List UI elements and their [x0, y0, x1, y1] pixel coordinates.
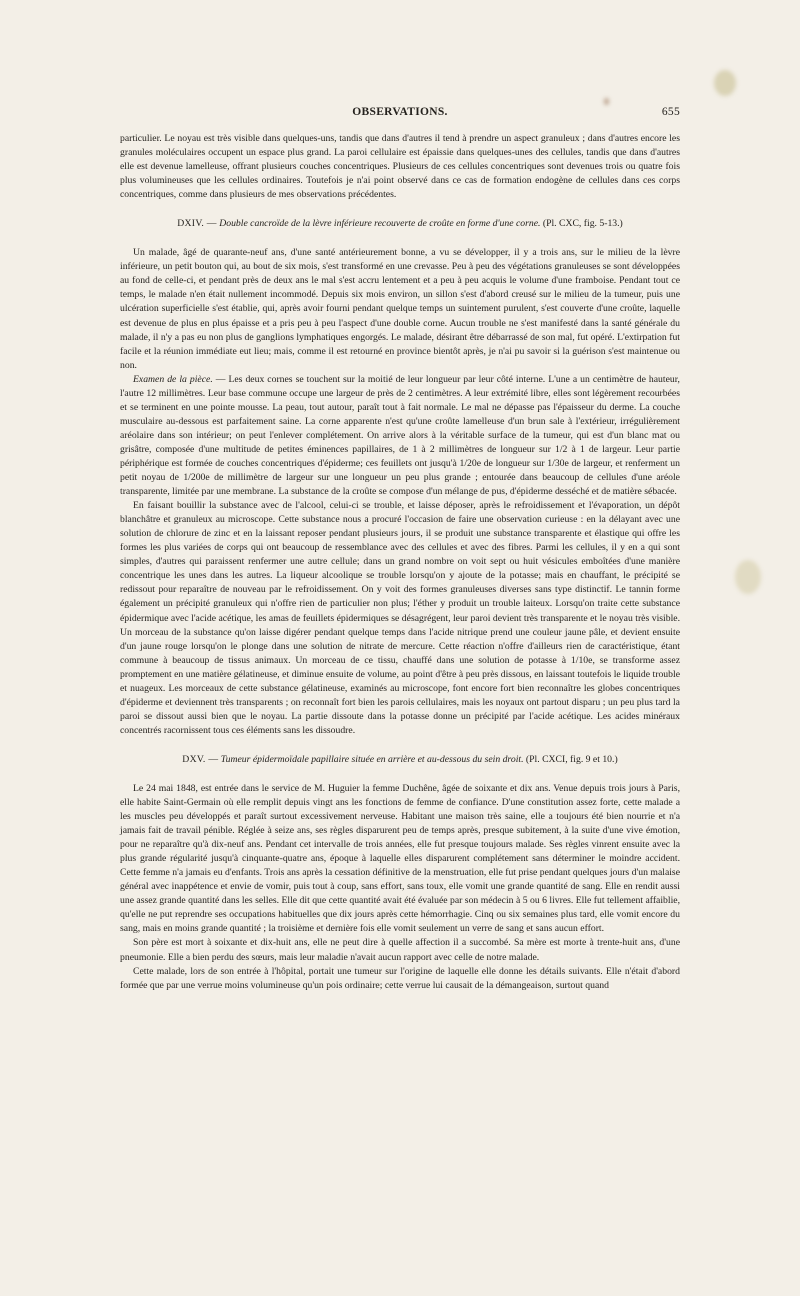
paragraph: En faisant bouillir la substance avec de l'alcool, celui-ci se trouble, et laisse déposer, après le refroidissement et l'évaporation, un dépôt blanchâtre et granuleux au microscope. Cette substance nous a procuré l'occasion de faire une observation curieuse : en la délayant avec une solution de chlorure de zinc et en la laissant reposer pendant plusieurs jours, il se produit une substance transparente et élastique qui offre les formes les plus variées de corps qui ont beaucoup de ressemblance avec des cellules et avec des fibres. Parmi les cellules, il y en a qui sont simples, d'autres qui paraissent renfermer une autre cellule; dans un grand nombre on voit sept ou huit vésicules emboîtées d'une manière concentrique les unes dans les autres. La liqueur alcoolique se trouble lorsqu'on y ajoute de la potasse; mais en chauffant, le précipité se redissout pour reparaître de nouveau par le refroidissement. On y voit des formes granuleuses diverses sans type distinctif. Le tannin forme également un précipité granuleux qui n'offre rien de particulier non plus; l'éther y produit un trouble laiteux. Lorsqu'on traite cette substance épidermique avec l'acide acétique, les amas de feuillets épidermiques se désagrégent, leur paroi devient très transparente et le noyau très visible. Un morceau de la substance qu'on laisse digérer pendant quelque temps dans l'acide nitrique prend une couleur jaune pâle, et devient ensuite d'un jaune rouge lorsqu'on le plonge dans une solution de nitrate de mercure. Cette réaction n'offre d'ailleurs rien de caractéristique, étant commune à beaucoup de tissus animaux. Un morceau de ce tissu, chauffé dans une solution de potasse à 1/10e, se transforme assez promptement en une matière gélatineuse, et diminue ensuite de volume, au point d'être à peu près dissous, en laissant toutefois le liquide trouble et nuageux. Les morceaux de cette substance gélatineuse, examinés au microscope, font encore fort bien reconnaître les globes concentriques d'épiderme et deviennent très transparents ; on reconnaît fort bien les parois cellulaires, mais les noyaux ont partout disparu ; un peu plus tard la paroi se dissout aussi bien que le noyau. La partie dissoute dans la potasse donne un précipité par l'acide acétique. Les acides minéraux concentrés racornissent tous ces éléments sans les dissoudre. [120, 500, 680, 736]
intro-paragraph: particulier. Le noyau est très visible dans quelques-uns, tandis que dans d'autres il tend à prendre un aspect granuleux ; dans d'autres encore les granules moléculaires occupent un espace plus grand. La paroi cellulaire est épaissie dans quelques-unes des cellules, tandis que dans d'autres elle est devenue lamelleuse, offrant plusieurs couches concentriques. Plusieurs de ces cellules concentriques sont devenues trois ou quatre fois plus volumineuses que les cellules ordinaires. Toutefois je n'ai point observé dans ce cas de formation endogène de cellules dans ces corps concentriques, comme dans plusieurs de mes observations précédentes. [120, 133, 680, 201]
paragraph: Cette malade, lors de son entrée à l'hôpital, portait une tumeur sur l'origine de laquelle elle donne les détails suivants. Elle n'était d'abord formée que par une verrue moins volumineuse qu'un pois ordinaire; cette verrue lui causait de la démangeaison, surtout quand [120, 965, 680, 991]
paragraph: Son père est mort à soixante et dix-huit ans, elle ne peut dire à quelle affection il a succombé. Sa mère est morte à trente-huit ans, d'une pneumonie. Elle a bien perdu des sœurs, mais leur maladie n'avait aucun rapport avec celle de notre malade. [120, 937, 680, 963]
plate-reference: (Pl. CXC, fig. 5-13.) [542, 218, 623, 230]
section-title: Tumeur épidermoïdale papillaire située en arrière et au-dessous du sein droit. [220, 753, 524, 765]
section-title: Double cancroïde de la lèvre inférieure recouverte de croûte en forme d'une corne. [219, 218, 541, 230]
running-header [120, 106, 680, 122]
paragraph [120, 373, 680, 499]
paragraph-text: — Les deux cornes se touchent sur la moitié de leur longueur par leur côté interne. L'une a un centimètre de hauteur, l'autre 12 millimètres. Leur base commune occupe une largeur de près de 2 centimètres. A leur extrémité libre, elles sont légèrement recourbées et se terminent en une pointe mousse. La peau, tout autour, paraît tout à fait normale. Le mal ne dépasse pas l'épaisseur du derme. La couche musculaire au-dessous est parfaitement saine. La corne apparente n'est qu'une croûte lamelleuse d'un brun sale à l'extérieur, irrégulièrement aréolaire dans son intérieur; on peut l'enlever complétement. On arrive alors à la véritable surface de la tumeur, qui est d'un blanc mat ou grisâtre, composée d'une multitude de petites éminences papillaires, de 1 à 2 millimètres de longueur sur 1/2 à 1 de largeur. Leur partie périphérique est formée de couches concentriques d'épiderme; ces feuillets ont jusqu'à 1/20e de longueur sur 1/30e de largeur, et renferment un petit noyau de 1/200e de millimètre de largeur sur une longueur un peu plus grande ; entourée dans beaucoup de cellules d'une aréole transparente, limitée par une membrane. La substance de la croûte se compose d'un mélange de pus, d'épiderme desséché et de matière sébacée. [120, 373, 680, 498]
plate-reference: (Pl. CXCI, fig. 9 et 10.) [525, 753, 618, 765]
paper-stain [735, 560, 761, 594]
section-heading-dxv [120, 753, 680, 767]
section-number: DXV. — [182, 753, 219, 765]
paper-stain [604, 98, 609, 105]
paragraph: Un malade, âgé de quarante-neuf ans, d'une santé antérieurement bonne, a vu se développer, il y a trois ans, sur le milieu de la lèvre inférieure, un petit bouton qui, au bout de six mois, s'est transformé en une crevasse. Peu à peu des végétations granuleuses se sont développées au fond de celle-ci, et pendant près de deux ans le mal s'est accru lentement et a peu à peu acquis le volume d'une framboise. Pendant tout ce temps, le malade n'en était nullement incommodé. Depuis six mois environ, un sillon s'est d'abord creusé sur le milieu de la tumeur, puis une ulcération superficielle s'est établie, qui, après avoir fourni pendant quelque temps un suintement purulent, s'est couverte d'une croûte, laquelle est devenue de plus en plus épaisse et a pris peu à peu l'aspect d'une double corne. Aucun trouble ne s'est manifesté dans la santé générale du malade, il n'y a pas eu non plus de ganglions lymphatiques engorgés. Le malade, désirant être débarrassé de son mal, fut opéré. L'extirpation fut facile et la réunion immédiate eut lieu; mais, comme il est retourné en province bientôt après, je n'ai pu savoir si la guérison s'est maintenue ou non. [120, 247, 680, 371]
paper-stain [714, 70, 736, 96]
page-number: 655 [661, 106, 680, 118]
body-text [120, 132, 680, 993]
subheading: Examen de la pièce. [133, 373, 213, 385]
section-heading-dxiv [120, 217, 680, 231]
header-title: OBSERVATIONS. [352, 106, 448, 118]
section-number: DXIV. — [177, 218, 217, 230]
paragraph: Le 24 mai 1848, est entrée dans le service de M. Huguier la femme Duchêne, âgée de soixante et dix ans. Venue depuis trois jours à Paris, elle habite Saint-Germain où elle remplit depuis vingt ans les fonctions de femme de confiance. D'une constitution assez forte, cette malade a les muscles peu développés et paraît surtout excessivement nerveuse. Habitant une maison très saine, elle a toujours été bien nourrie et n'a jamais fait de travail pénible. Réglée à seize ans, ses règles disparurent peu de temps après, presque subitement, à la suite d'une vive émotion, pour ne reparaître qu'à dix-neuf ans. Pendant cet intervalle de trois années, elle fut presque toujours malade. Ses règles vinrent ensuite avec la plus grande régularité jusqu'à cinquante-quatre ans, époque à laquelle elles disparurent complétement sans déterminer le moindre accident. Cette femme n'a jamais eu d'enfants. Trois ans après la cessation définitive de la menstruation, elle fut prise pendant quelques jours d'un malaise général avec inappétence et envie de vomir, puis tout à coup, sans effort, sans toux, elle vomit une grande quantité de sang. Elle en rendit aussi une assez grande quantité dans les selles. Elle dit que cette quantité avait été évaluée par son médecin à 5 ou 6 livres. Elle fut tellement affaiblie, qu'elle ne put reprendre ses occupations habituelles que dix jours après cette hémorrhagie. Cinq ou six semaines plus tard, elle vomit encore du sang, mais en moins grande quantité ; la troisième et dernière fois elle vomit seulement un verre de sang et sans aucun effort. [120, 782, 680, 935]
